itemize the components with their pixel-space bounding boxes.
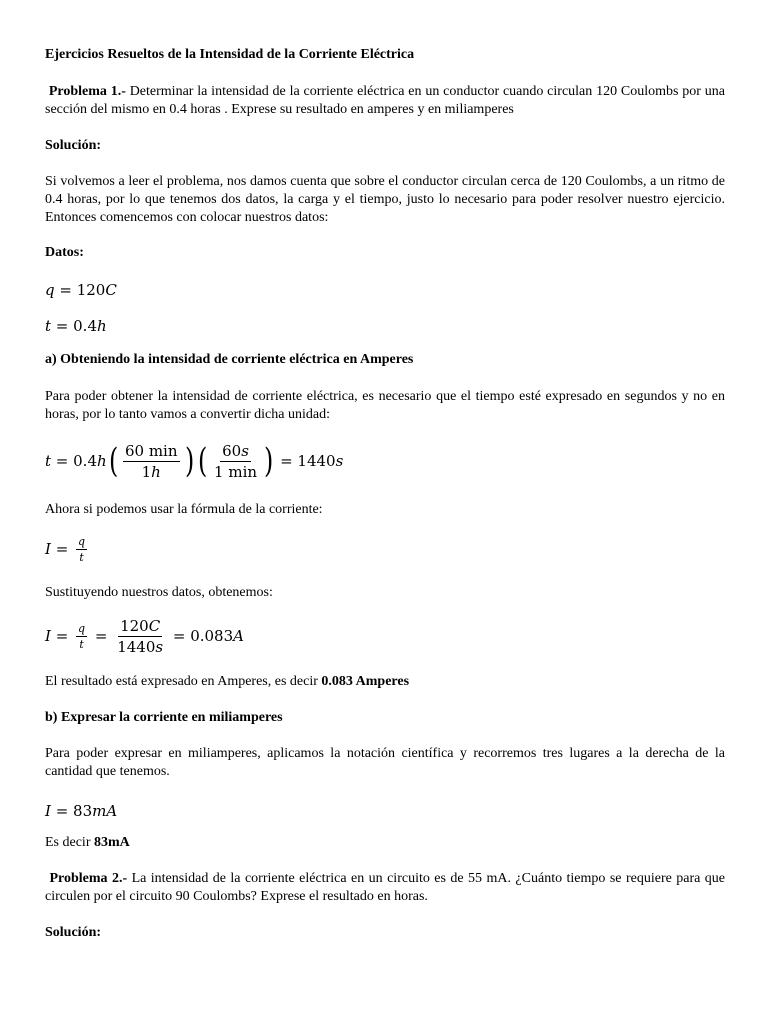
formula-denominator: t [79,550,84,564]
section-a-paragraph: Para poder obtener la intensidad de corriente eléctrica, es necesario que el tiempo esté expresado en segundos y no en horas, por lo tanto vamos a convertir dicha unidad: [45,389,725,422]
result-b-sentence [45,834,725,852]
equation-milliamperes [45,801,725,821]
conv-result-equals: = [275,452,298,470]
eq-t-var: t [45,317,52,335]
problem-2-statement [45,870,725,906]
conv-lhs-var: t [45,452,52,470]
eq-q-equals: = [54,281,77,299]
f2-num-value: 60 [222,441,242,460]
right-paren-2: ) [264,441,274,481]
sub-equals-2: = [90,627,113,645]
eq-t-unit: h [97,317,107,335]
result-a-text: El resultado está expresado en Amperes, es decir [45,674,322,689]
f2-den-value: 1 [214,462,224,481]
f1-den-value: 1 [141,462,152,481]
eq-t-value: 0.4 [73,317,97,335]
problem-1-label: Problema 1.- [48,84,126,99]
f2-den-unit: min [228,462,258,481]
sub-fraction-symbolic [76,622,87,651]
equation-time [45,316,725,336]
formula-equals: = [50,540,74,558]
sub-den2-unit: s [155,637,164,656]
conv-lhs-unit: h [97,452,107,470]
formula-var: I [45,540,51,558]
right-paren-1: ) [184,441,194,481]
eq-q-unit: C [105,281,117,299]
ma-var: I [45,802,51,820]
problem-2-label: Problema 2.- [49,871,128,886]
result-a-sentence [45,673,725,691]
conversion-fraction-1 [123,442,180,481]
section-b-paragraph: Para poder expresar en miliamperes, aplicamos la notación científica y recorremos tres lugares a la derecha de la cantidad que tenemos. [45,746,725,779]
left-paren-2: ( [197,441,208,481]
sub-fraction-numeric [115,617,165,656]
ma-unit: mA [92,802,118,820]
eq-q-var: q [45,281,55,299]
conv-result-value: 1440 [297,452,336,470]
result-b-value: 83mA [93,835,130,850]
sub-equals-3: = [168,627,191,645]
substitution-intro: Sustituyendo nuestros datos, obtenemos: [45,585,273,600]
conversion-fraction-2 [212,442,259,481]
conv-result-unit: s [335,452,344,470]
eq-t-equals: = [51,317,74,335]
document-title: Ejercicios Resueltos de la Intensidad de la Corriente Eléctrica [45,47,415,62]
sub-var: I [45,627,51,645]
ma-equals: = [50,802,74,820]
equation-current-formula [45,531,725,567]
solution-intro-paragraph: Si volvemos a leer el problema, nos damos cuenta que sobre el conductor circulan cerca de 120 Coulombs, a un ritmo de 0.4 horas, por lo que tenemos dos datos, la carga y el tiempo, justo lo necesario para poder resolver nuestro ejercicio. Entonces comencemos con colocar nuestros datos: [45,174,725,225]
conv-lhs-equals: = [51,452,74,470]
problem-1-statement [45,83,725,119]
equation-charge [45,280,725,300]
sub-den2-value: 1440 [117,637,156,656]
conv-lhs-value: 0.4 [73,452,97,470]
ma-value: 83 [73,802,93,820]
problem-2-text: La intensidad de la corriente eléctrica en un circuito es de 55 mA. ¿Cuánto tiempo se requiere para que circulen por el circuito 90 Coulombs? Exprese el resultado en horas. [45,871,726,904]
f1-num-unit: min [148,441,178,460]
solution-label: Solución: [45,138,102,153]
sub-result-unit: A [233,627,244,645]
solution-2-label: Solución: [45,925,102,940]
equation-substitution [45,614,725,658]
f1-num-value: 60 [124,441,145,460]
sub-num2-unit: C [148,616,161,635]
f1-den-unit: h [151,462,161,481]
sub-denominator-1: t [79,637,84,651]
equation-time-conversion [45,438,725,484]
formula-numerator: q [78,534,86,548]
sub-num2-value: 120 [120,616,149,635]
eq-q-value: 120 [76,281,106,299]
sub-equals-1: = [50,627,74,645]
section-a-heading: a) Obteniendo la intensidad de corriente eléctrica en Amperes [45,352,414,367]
left-paren-1: ( [108,441,118,481]
sub-result-value: 0.083 [190,627,234,645]
sub-numerator-1: q [78,621,86,635]
formula-intro: Ahora si podemos usar la fórmula de la corriente: [45,502,323,517]
section-b-heading: b) Expresar la corriente en miliamperes [45,710,283,725]
problem-1-text: Determinar la intensidad de la corriente eléctrica en un conductor cuando circulan 120 Coulombs por una sección del mismo en 0.4 horas . Exprese su resultado en amperes y en miliamperes [45,84,725,117]
formula-fraction [76,535,87,564]
result-b-text: Es decir [45,835,94,850]
datos-label: Datos: [45,245,84,260]
result-a-value: 0.083 Amperes [321,674,410,689]
f2-num-unit: s [241,441,249,460]
